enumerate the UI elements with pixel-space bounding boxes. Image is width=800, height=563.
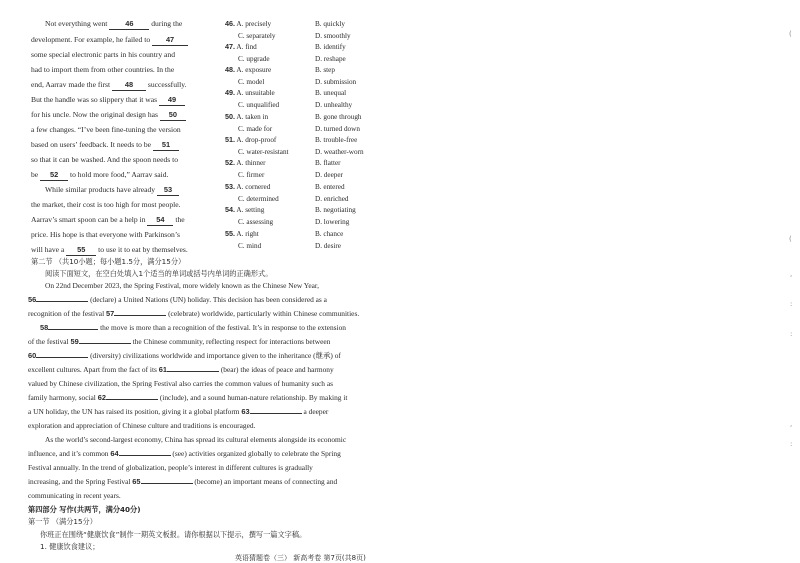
part-heading: 第四部分 写作(共两节，满分40分) — [28, 505, 141, 514]
passage-line: will have a 55 to use it to eat by themselves. — [31, 245, 188, 254]
passage-line: 56 (declare) a United Nations (UN) holiday. This decision has been considered as a — [28, 295, 327, 304]
option-d: D. unhealthy — [315, 100, 353, 109]
blank-47: 47 — [152, 35, 188, 46]
option-c: C. made for — [238, 124, 273, 133]
option-c: C. model — [238, 77, 265, 86]
passage-line: Festival annually. In the trend of globalization, people’s interest in different cultures is gradually — [28, 463, 313, 472]
passage-line: a UN holiday, the UN has raised its position, giving it a global platform 63 a deeper — [28, 407, 329, 416]
option-b: B. gone through — [315, 113, 362, 121]
option-d: D. smoothly — [315, 31, 351, 40]
passage-line: some special electronic parts in his country and — [31, 50, 176, 59]
blank-52: 52 — [40, 170, 68, 181]
blank-50: 50 — [160, 110, 186, 121]
blank-61 — [167, 371, 219, 372]
passage-line: recognition of the festival 57 (celebrate) worldwide, particularly within Chinese communities. — [28, 309, 360, 318]
section-heading: 第一节 （满分15分） — [28, 517, 97, 526]
option-c: C. upgrade — [238, 54, 270, 63]
option-b: B. trouble-free — [315, 136, 358, 144]
option-b: B. unequal — [315, 89, 347, 97]
passage-line: exploration and appreciation of Chinese culture and traditions is encouraged. — [28, 421, 256, 430]
blank-57 — [114, 315, 166, 316]
blank-46: 46 — [109, 19, 149, 30]
option-b: B. quickly — [315, 20, 345, 28]
option-c: C. assessing — [238, 217, 274, 226]
blank-56 — [36, 301, 88, 302]
option-number: 47. A. find — [225, 42, 257, 51]
option-number: 46. A. precisely — [225, 19, 272, 28]
blank-64 — [119, 455, 171, 456]
option-d: D. lowering — [315, 217, 350, 226]
blank-58 — [48, 329, 98, 330]
option-number: 54. A. setting — [225, 205, 265, 214]
passage-line: family harmony, social 62 (include), and a sound human-nature relationship. By making it — [28, 393, 348, 402]
option-number: 50. A. taken in — [225, 112, 269, 121]
blank-59 — [79, 343, 131, 344]
option-number: 49. A. unsuitable — [225, 88, 275, 97]
blank-60 — [36, 357, 88, 358]
passage-line: development. For example, he failed to 47 — [31, 35, 188, 46]
passage-line: While similar products have already 53 — [45, 185, 179, 196]
blank-51: 51 — [153, 140, 179, 151]
section-heading: 第二节 （共10小题；每小题1.5分，满分15分） — [31, 257, 186, 266]
option-b: B. negotiating — [315, 206, 356, 214]
passage-line: On 22nd December 2023, the Spring Festival, more widely known as the Chinese New Year, — [45, 281, 319, 290]
option-c: C. mind — [238, 241, 262, 250]
blank-65 — [141, 483, 193, 484]
passage-line: end, Aarrav made the first 48 successfully. — [31, 80, 187, 89]
passage-line: based on users’ feedback. It needs to be 51 — [31, 140, 179, 151]
option-c: C. water-resistant — [238, 147, 289, 156]
option-c: C. firmer — [238, 170, 265, 179]
option-number: 52. A. thinner — [225, 158, 266, 167]
option-b: B. identify — [315, 43, 346, 51]
option-b: B. flatter — [315, 159, 341, 167]
passage-line: As the world’s second-largest economy, China has spread its cultural elements alongside its economic — [45, 435, 347, 444]
blank-53: 53 — [157, 185, 179, 196]
passage-line: for his uncle. Now the original design has 50 — [31, 110, 186, 121]
passage-line: a few changes. “I’ve been fine-tuning the version — [31, 125, 181, 134]
passage-line: communicating in recent years. — [28, 491, 121, 500]
option-number: 55. A. right — [225, 229, 259, 238]
option-c: C. unqualified — [238, 100, 280, 109]
option-c: C. separately — [238, 31, 276, 40]
passage-line: 60 (diversity) civilizations worldwide and importance given to the inheritance (继承) of — [28, 351, 341, 360]
option-d: D. turned down — [315, 124, 360, 133]
blank-55: 55 — [66, 245, 96, 256]
passage-line: so that it can be washed. And the spoon needs to — [31, 155, 178, 164]
option-number: 48. A. exposure — [225, 65, 272, 74]
option-d: D. reshape — [315, 54, 346, 63]
passage-line: valued by Chinese civilization, the Spring Festival also carries the common values of humanity such as — [28, 379, 334, 388]
option-b: B. entered — [315, 183, 345, 191]
section-instruction: 阅读下面短文，在空白处填入1个适当的单词或括号内单词的正确形式。 — [45, 269, 273, 278]
option-d: D. submission — [315, 77, 357, 86]
blank-54: 54 — [147, 215, 173, 226]
passage-line: But the handle was so slippery that it was 49 — [31, 95, 185, 106]
option-number: 51. A. drop-proof — [225, 135, 277, 144]
passage-line: Not everything went 46 during the — [45, 19, 183, 28]
page-footer: 英语猜题卷（三） 新高考卷 第7页(共8页) — [235, 554, 366, 562]
passage-line: price. His hope is that everyone with Parkinson’s — [31, 230, 180, 239]
blank-63 — [250, 413, 302, 414]
option-d: D. deeper — [315, 170, 343, 179]
option-b: B. step — [315, 66, 335, 74]
option-d: D. weather-worn — [315, 147, 364, 156]
blank-49: 49 — [159, 95, 185, 106]
passage-line: the market, their cost is too high for most people. — [31, 200, 181, 209]
passage-line: of the festival 59 the Chinese community, reflecting respect for interactions between — [28, 337, 331, 346]
writing-item: 1. 健康饮食建议； — [40, 542, 100, 551]
passage-line: influence, and it’s common 64 (see) activities organized globally to celebrate the Spring — [28, 449, 341, 458]
option-number: 53. A. cornered — [225, 182, 271, 191]
writing-instruction: 你班正在围绕“健康饮食”制作一期英文板报。请你根据以下提示，撰写一篇文字稿。 — [40, 530, 307, 539]
passage-line: be 52 to hold more food,” Aarrav said. — [31, 170, 169, 179]
passage-line: had to import them from other countries. In the — [31, 65, 175, 74]
passage-line: Aarrav’s smart spoon can be a help in 54 the — [31, 215, 185, 224]
option-b: B. chance — [315, 230, 344, 238]
passage-line: increasing, and the Spring Festival 65 (become) an important means of connecting and — [28, 477, 338, 486]
blank-48: 48 — [112, 80, 146, 91]
option-c: C. determined — [238, 194, 279, 203]
option-d: D. desire — [315, 241, 341, 250]
blank-62 — [106, 399, 158, 400]
passage-line: excellent cultures. Apart from the fact of its 61 (bear) the ideas of peace and harmony — [28, 365, 334, 374]
passage-line: 58 the move is more than a recognition of the festival. It’s in response to the extension — [40, 323, 346, 332]
option-d: D. enriched — [315, 194, 349, 203]
